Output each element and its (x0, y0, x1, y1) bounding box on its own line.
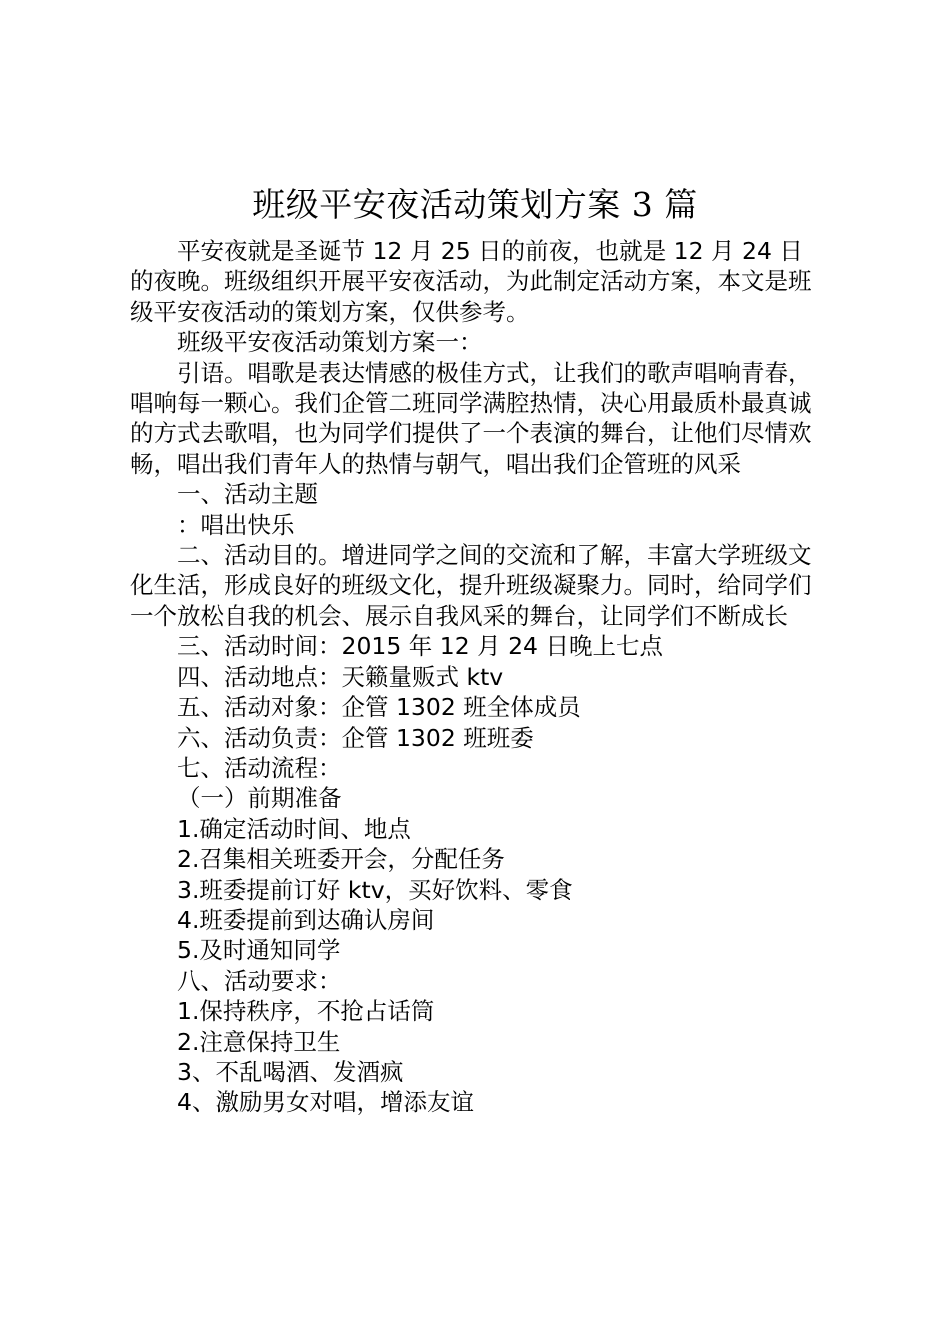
preparation-heading: （一）前期准备 (177, 784, 342, 813)
preface-paragraph: 引语。唱歌是表达情感的极佳方式，让我们的歌声唱响青春，唱响每一颗心。我们企管二班同学满腔热情，决心用最质朴最真诚的方式去歌唱，也为同学们提供了一个表演的舞台，让他们尽情欢畅，唱出我们青年人的热情与朝气，唱出我们企管班的风采 (130, 358, 812, 478)
activity-time: 三、活动时间：2015 年 12 月 24 日晚上七点 (177, 632, 663, 661)
activity-location: 四、活动地点：天籁量贩式 ktv (177, 662, 504, 691)
activity-organizer: 六、活动负责：企管 1302 班班委 (177, 723, 534, 752)
requirements-heading: 八、活动要求： (177, 966, 342, 995)
list-item: 1.确定活动时间、地点 (177, 814, 411, 843)
intro-paragraph: 平安夜就是圣诞节 12 月 25 日的前夜，也就是 12 月 24 日的夜晚。班级组织开展平安夜活动，为此制定活动方案，本文是班级平安夜活动的策划方案，仅供参考。 (130, 237, 812, 326)
activity-process-heading: 七、活动流程： (177, 753, 342, 782)
document-title: 班级平安夜活动策划方案 3 篇 (252, 185, 698, 224)
list-item: 3、不乱喝酒、发酒疯 (177, 1057, 404, 1086)
section-theme-heading: 一、活动主题 (177, 480, 318, 509)
plan-one-heading: 班级平安夜活动策划方案一： (177, 328, 483, 357)
list-item: 2.召集相关班委开会，分配任务 (177, 845, 505, 874)
theme-text: ：唱出快乐 (177, 510, 295, 539)
list-item: 4、激励男女对唱，增添友谊 (177, 1088, 474, 1117)
purpose-paragraph: 二、活动目的。增进同学之间的交流和了解，丰富大学班级文化生活，形成良好的班级文化，提升班级凝聚力。同时，给同学们一个放松自我的机会、展示自我风采的舞台，让同学们不断成长 (130, 541, 812, 630)
list-item: 3.班委提前订好 ktv，买好饮料、零食 (177, 875, 573, 904)
document-body (130, 236, 822, 1118)
list-item: 4.班委提前到达确认房间 (177, 905, 435, 934)
activity-participants: 五、活动对象：企管 1302 班全体成员 (177, 693, 581, 722)
list-item: 2.注意保持卫生 (177, 1027, 341, 1056)
list-item: 1.保持秩序，不抢占话筒 (177, 997, 435, 1026)
list-item: 5.及时通知同学 (177, 936, 341, 965)
